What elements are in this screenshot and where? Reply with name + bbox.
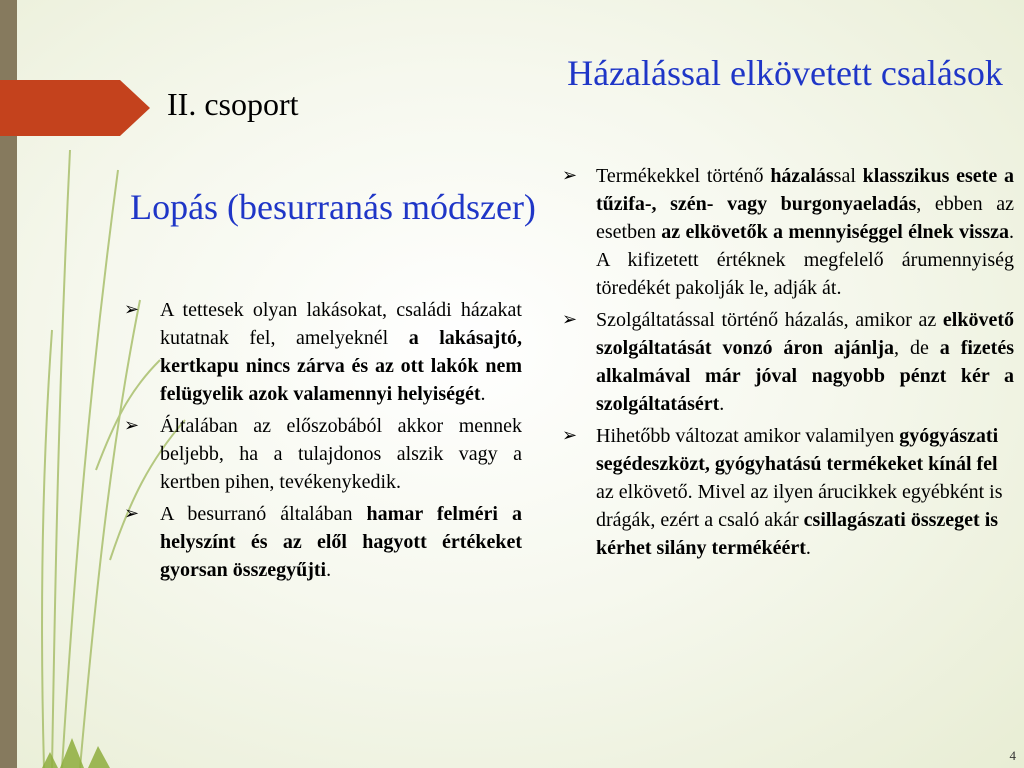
bold-text-run: a fizetés alkalmával már jóval nagyobb pénzt kér a szolgáltatásért: [596, 337, 1014, 415]
right-bullet-list: [562, 162, 1014, 566]
text-run: , de: [894, 337, 940, 359]
arrowhead-bullet-icon: ➢: [124, 299, 140, 320]
text-run: .: [480, 383, 486, 405]
text-run: sal: [833, 165, 863, 187]
bullet-text: [596, 309, 1014, 415]
bullet-text: [160, 415, 522, 493]
bullet-text: [160, 503, 522, 581]
text-run: A tettesek olyan lakásokat, családi házakat kutatnak fel, amelyeknél: [160, 299, 522, 349]
group-title: II. csoport: [167, 86, 299, 122]
bold-text-run: csillagászati összeget is kérhet silány termékéért: [596, 509, 999, 559]
list-item: [562, 422, 1014, 562]
text-run: .: [326, 559, 332, 581]
left-bullet-list: [124, 296, 522, 588]
text-run: az elkövető. Mivel az ilyen árucikkek egyébként is drágák, ezért a csaló akár: [596, 481, 1003, 531]
arrowhead-bullet-icon: ➢: [124, 503, 140, 524]
arrowhead-bullet-icon: ➢: [562, 165, 578, 186]
bold-text-run: az elkövetők a mennyiséggel élnek vissza: [661, 221, 1009, 243]
bold-text-run: elkövető szolgáltatását vonzó áron ajánlja: [596, 309, 1014, 359]
bold-text-run: házalás: [770, 165, 834, 187]
right-heading: Házalással elkövetett csalások: [567, 53, 1003, 93]
page-number: 4: [1009, 748, 1016, 763]
bold-text-run: gyógyászati segédeszközt, gyógyhatású termékeket kínál fel: [596, 425, 999, 475]
bullet-text: [596, 425, 1003, 559]
arrowhead-bullet-icon: ➢: [124, 415, 140, 436]
text-run: Szolgáltatással történő házalás, amikor az: [596, 309, 943, 331]
bold-text-run: hamar felméri a helyszínt és az elől hagyott értékeket gyorsan összegyűjti: [160, 503, 522, 581]
arrowhead-bullet-icon: ➢: [562, 425, 578, 446]
red-arrow-tab: [0, 80, 150, 136]
text-run: A besurranó általában: [160, 503, 367, 525]
bullet-text: [596, 165, 1014, 299]
bold-text-run: a lakásajtó, kertkapu nincs zárva és az ott lakók nem felügyelik azok valamennyi helyiségét: [160, 327, 522, 405]
text-run: .: [805, 537, 811, 559]
text-run: Hihetőbb változat amikor valamilyen: [596, 425, 900, 447]
bullet-text: [160, 299, 522, 405]
arrowhead-bullet-icon: ➢: [562, 309, 578, 330]
text-run: .: [719, 393, 725, 415]
left-heading: Lopás (besurranás módszer): [130, 187, 536, 227]
list-item: [124, 296, 522, 408]
list-item: [562, 306, 1014, 418]
text-run: Termékekkel történő: [596, 165, 771, 187]
text-run: , ebben az esetben: [596, 193, 1014, 243]
bold-text-run: klasszikus esete a tűzifa-, szén- vagy burgonyaeladás: [596, 165, 1014, 215]
list-item: [124, 500, 522, 584]
list-item: [562, 162, 1014, 302]
text-run: . A kifizetett értéknek megfelelő árumennyiség töredékét pakolják le, adják át.: [596, 221, 1014, 299]
list-item: [124, 412, 522, 496]
text-run: Általában az előszobából akkor mennek beljebb, ha a tulajdonos alszik vagy a kertben pihen, tevékenykedik.: [160, 415, 522, 493]
